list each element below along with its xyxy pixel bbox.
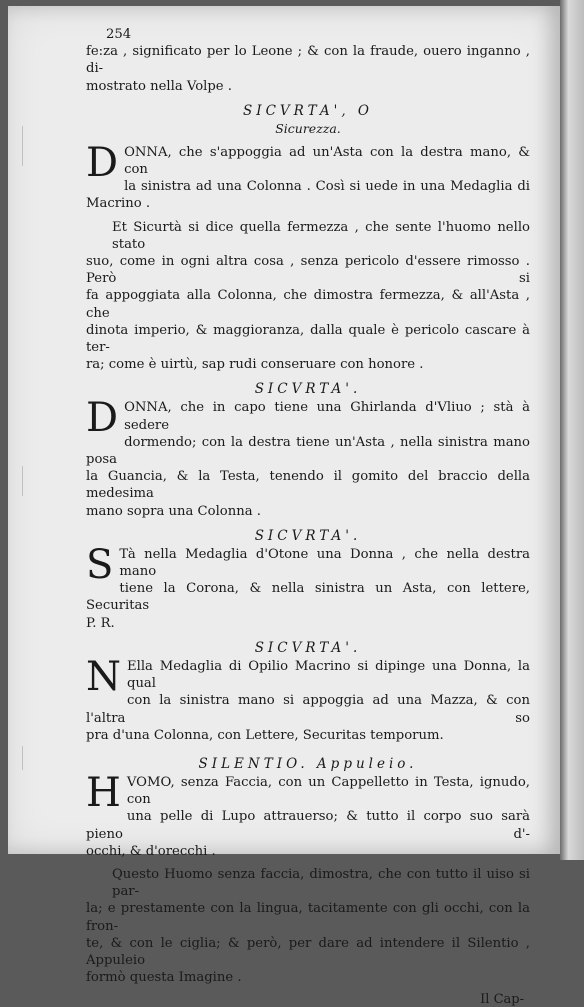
drop-cap: H (86, 769, 121, 816)
text-line: una pelle di Lupo attrauerso; & tutto il corpo suo sarà pieno d'- (86, 809, 530, 842)
section-heading-sicurta-2: SICVRTA'. (254, 381, 362, 398)
text-line: la sinistra ad una Colonna . Così si uede in una Medaglia di (124, 179, 530, 195)
paragraph (86, 866, 530, 986)
text-line: ONNA, che s'appoggia ad un'Asta con la destra mano, & con (124, 144, 530, 178)
text-line: Et Sicurtà si dice quella fermezza , che sente l'huomo nello stato (112, 219, 530, 252)
text-line: ra; come è uirtù, sap rudi conseruare con honore . (86, 357, 424, 373)
text-line: ONNA, che in capo tiene una Ghirlanda d'Vliuo ; stà à sedere (124, 400, 530, 433)
section-heading-sicurta-1: SICVRTA', O (243, 102, 373, 119)
adjacent-page-edge (560, 0, 584, 860)
text-line: VOMO, senza Faccia, con un Cappelletto in Testa, ignudo, con (126, 774, 530, 808)
drop-cap: S (86, 541, 114, 588)
drop-cap: N (86, 653, 121, 700)
paragraph (86, 541, 530, 632)
text-line: Macrino . (86, 196, 151, 212)
text-line: la Guancia, & la Testa, tenendo il gomito del braccio della medesima (86, 469, 530, 502)
page-number: 254 (106, 27, 132, 42)
catchword: Il Cap- (480, 992, 524, 1007)
section-subheading: Sicurezza. (275, 120, 341, 136)
text-line: suo, come in ogni altra cosa , senza pericolo d'essere rimosso . Però si (86, 254, 530, 287)
text-line: Tà nella Medaglia d'Otone una Donna , che nella destra mano (119, 546, 530, 580)
drop-cap: D (86, 139, 119, 186)
text-line: formò questa Imagine . (86, 970, 242, 986)
section-heading-sicurta-3: SICVRTA'. (254, 527, 362, 544)
text-line: occhi, & d'orecchi . (86, 843, 216, 859)
text-line: te, & con le ciglia; & però, per dare ad intendere il Silentio , Appuleio (86, 935, 530, 968)
text-line: Ella Medaglia di Opilio Macrino si dipinge una Donna, la qual (127, 658, 530, 692)
paragraph (86, 219, 530, 374)
paragraph (86, 395, 530, 519)
text-line: la; e prestamente con la lingua, tacitamente con gli occhi, con la fron- (86, 901, 530, 934)
text-line: P. R. (86, 615, 115, 631)
text-line: pra d'una Colonna, con Lettere, Securitas temporum. (86, 727, 444, 743)
intro-line: mostrato nella Volpe . (86, 78, 232, 94)
text-line: mano sopra una Colonna . (86, 503, 261, 519)
paragraph (86, 653, 530, 744)
text-line: fa appoggiata alla Colonna, che dimostra fermezza, & all'Asta , che (86, 288, 530, 321)
text-line: con la sinistra mano si appoggia ad una Mazza, & con l'altra so (86, 693, 530, 726)
margin-mark (22, 126, 23, 166)
text-line: dinota imperio, & maggioranza, dalla quale è pericolo cascare à ter- (86, 322, 530, 356)
margin-mark (22, 466, 23, 496)
margin-mark (22, 746, 23, 770)
paragraph (86, 769, 530, 860)
drop-cap: D (86, 395, 119, 442)
section-heading-silentio: SILENTIO. Appuleio. (198, 755, 418, 772)
section-heading-sicurta-4: SICVRTA'. (254, 639, 362, 656)
paragraph (86, 139, 530, 213)
text-line: dormendo; con la destra tiene un'Asta , nella sinistra mano posa (86, 434, 530, 468)
text-line: tiene la Corona, & nella sinistra un Asta, con lettere, Securitas (86, 581, 530, 614)
text-line: Questo Huomo senza faccia, dimostra, che con tutto il uiso si par- (112, 866, 530, 900)
intro-line: fe:za , significato per lo Leone ; & con la fraude, ouero inganno , di- (86, 44, 530, 77)
